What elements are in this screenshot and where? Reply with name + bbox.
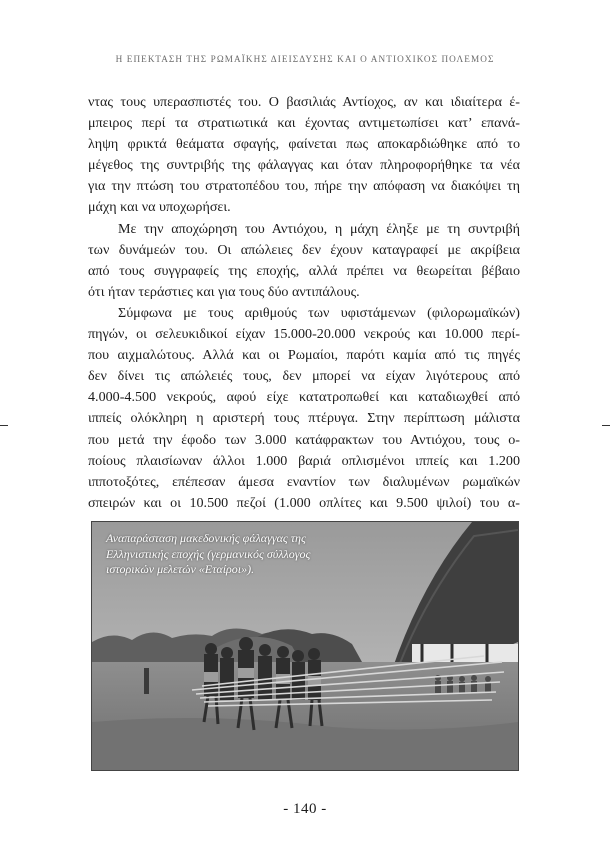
caption-line: Ελληνιστικής εποχής (γερμανικός σύλλογος (106, 546, 311, 561)
caption-line: Αναπαράσταση μακεδονικής φάλαγγας της (106, 531, 306, 545)
crop-mark-right (602, 425, 610, 426)
body-line: για την πτώση του στρατοπέδου του, πήρε την απόφαση να διακόψει τη (88, 178, 520, 195)
caption-line: ιστορικών μελετών «Εταίροι»). (106, 562, 255, 576)
body-line: σπειρών και οι 10.500 πεζοί (1.000 οπλίτες και 9.500 ψιλοί) του α- (88, 494, 520, 511)
page-number: - 140 - (283, 801, 327, 817)
body-line: Σύμφωνα με τους αριθμούς των υφιστάμενων (φιλορωμαϊκών) (118, 304, 520, 321)
body-line: που μετά την έφοδο των 3.000 κατάφρακτων του Αντιόχου, τους ο- (88, 431, 520, 448)
phalanx-photo (91, 521, 519, 771)
body-line: των δυνάμεών του. Οι απώλειες δεν έχουν καταγραφεί με ακρίβεια (88, 241, 520, 258)
figure-caption (106, 531, 374, 578)
body-line: 4.000-4.500 νεκρούς, αφού είχε κατατροπωθεί και καταδιωχθεί από (88, 389, 520, 406)
body-line: δεν δίνει τις απώλειές τους, δεν μπορεί να είχαν λιγότερους από (88, 368, 520, 385)
body-line: ότι ήταν τεράστιες και για τους δύο αντιπάλους. (88, 283, 360, 300)
body-text (88, 92, 520, 514)
body-line: μέγεθος της συντριβής της φάλαγγας και όταν πληροφορήθηκε τα νέα (88, 157, 520, 174)
body-line: που αιχμαλώτους. Αλλά και οι Ρωμαίοι, παρότι καμία από τις πηγές (88, 347, 520, 364)
body-line: από τους συγγραφείς της εποχής, αλλά πρέπει να θεωρείται βέβαιο (88, 262, 520, 279)
body-line: ποίους πλαισίωναν άλλοι 1.000 βαριά οπλισμένοι ιππείς και 1.200 (88, 452, 520, 469)
body-line: πηγών, οι σελευκιδικοί είχαν 15.000-20.000 νεκρούς και 10.000 περί- (88, 326, 520, 343)
running-head: Η ΕΠΕΚΤΑΣΗ ΤΗΣ ΡΩΜΑΪΚΗΣ ΔΙΕΙΣΔΥΣΗΣ ΚΑΙ Ο ΑΝΤΙΟΧΙΚΟΣ ΠΟΛΕΜΟΣ (115, 54, 495, 64)
body-line: μάχη και να υποχωρήσει. (88, 199, 231, 216)
crop-mark-left (0, 425, 8, 426)
body-line: ληψη φρικτά θεάματα σφαγής, φαίνεται πως αποκαρδιώθηκε από το (88, 136, 520, 153)
body-line: ιππείς ολόκληρη η αριστερή τους πτέρυγα. Στην περίπτωση μάλιστα (88, 410, 520, 427)
body-line: ντας τους υπερασπιστές του. Ο βασιλιάς Αντίοχος, αν και ιδιαίτερα έ- (88, 94, 520, 110)
body-line: μπειρος περί τα στρατιωτικά και έχοντας αντιμετωπίσει κατ’ επανά- (88, 115, 520, 132)
body-line: ιπποτοξότες, επέπεσαν άμεσα εναντίον των διαλυμένων ρωμαϊκών (88, 473, 520, 490)
body-line: Με την αποχώρηση του Αντιόχου, η μάχη έληξε με τη συντριβή (118, 220, 520, 237)
